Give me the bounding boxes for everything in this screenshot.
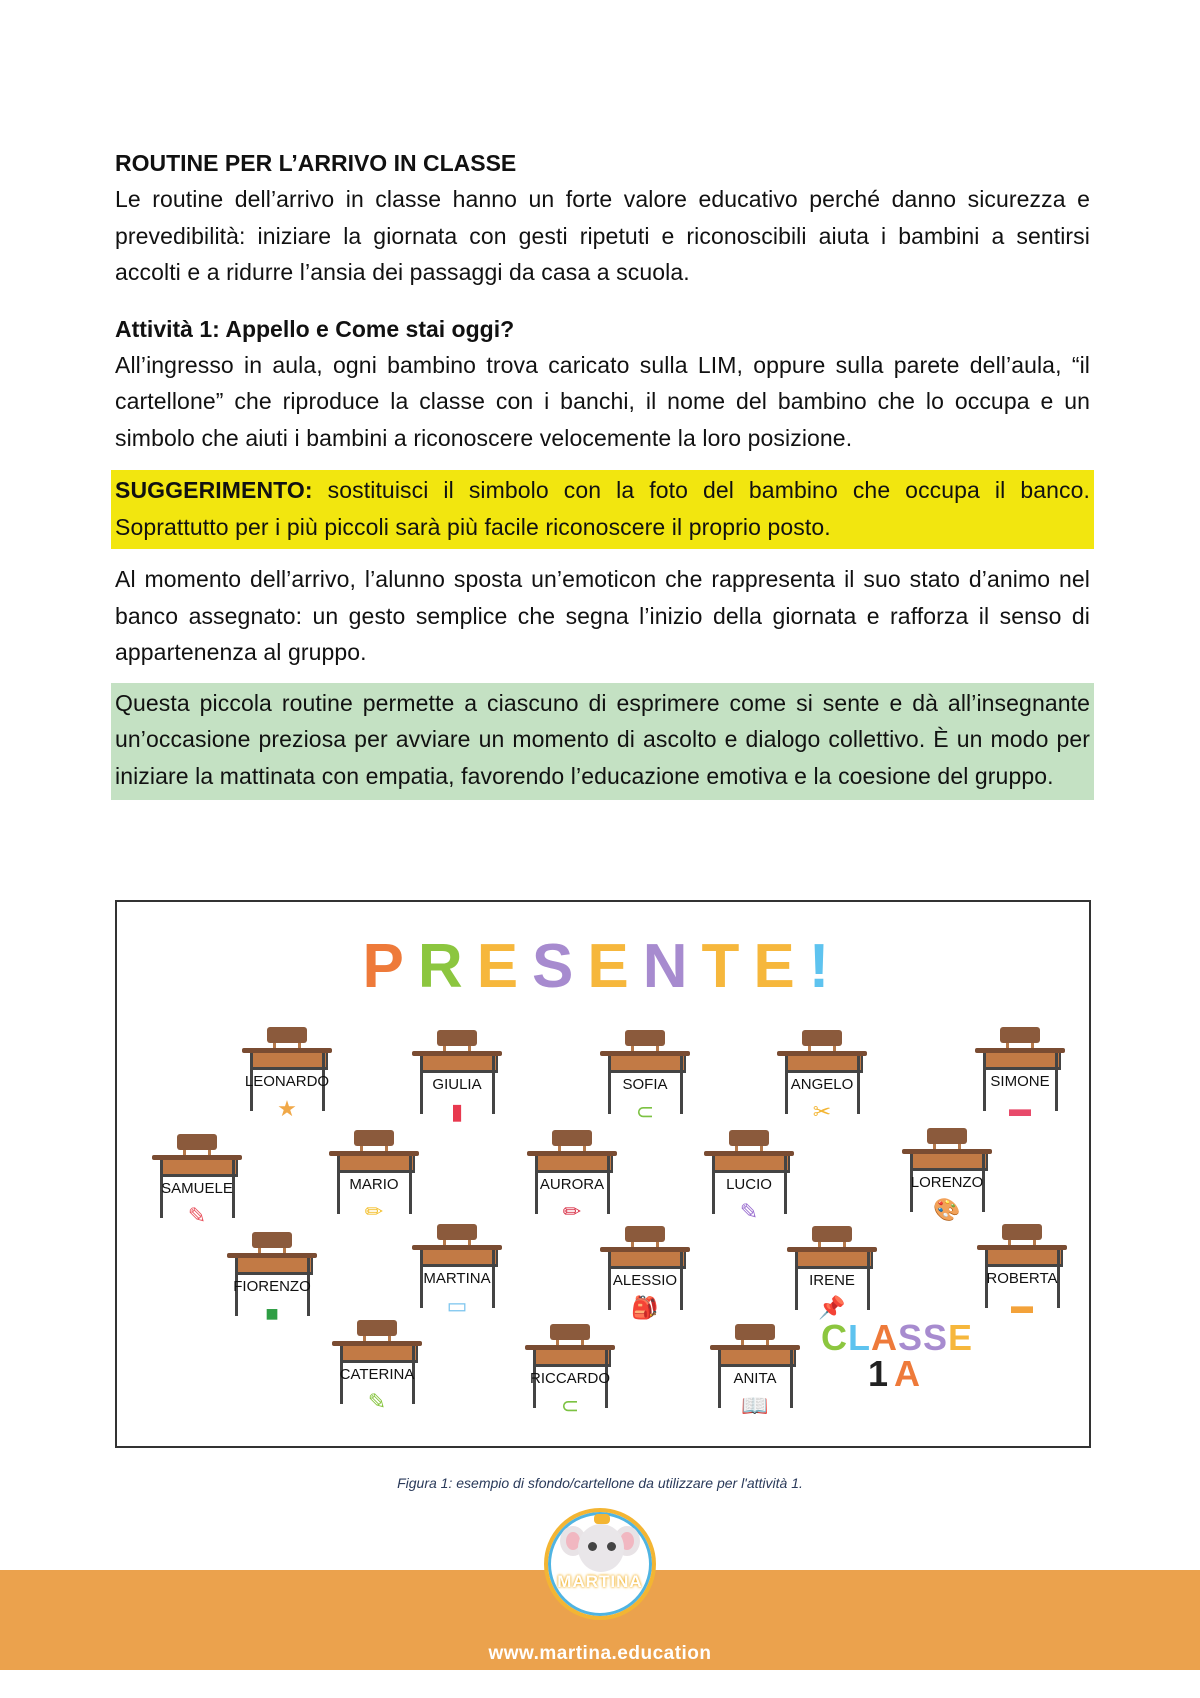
presente-title [117, 932, 1089, 1002]
student-name: ROBERTA [986, 1270, 1058, 1287]
student-name: SIMONE [990, 1073, 1050, 1090]
ruler-icon: ▬ [1011, 1293, 1033, 1318]
sharpener-icon: ■ [265, 1301, 279, 1326]
desk-anita[interactable] [705, 1324, 805, 1436]
pencil-case-icon: ★ [277, 1096, 297, 1121]
backpack-icon: 🎒 [631, 1295, 659, 1320]
desk-drawer-icon [420, 1056, 498, 1073]
title-letter: L [847, 1317, 871, 1358]
chair-icon [437, 1224, 477, 1240]
title-letter: A [870, 1317, 898, 1358]
pushpin-icon: 📌 [818, 1295, 846, 1320]
pencil-cup-icon: ✎ [187, 1203, 207, 1228]
highlighter-icon: ✎ [367, 1389, 387, 1414]
desk-fiorenzo[interactable] [222, 1232, 322, 1344]
student-name: LUCIO [726, 1176, 772, 1193]
chair-icon [267, 1027, 307, 1043]
chair-icon [177, 1134, 217, 1150]
title-letter: S [532, 932, 588, 1001]
martina-logo [544, 1508, 656, 1620]
title-letter: ! [808, 932, 844, 1001]
desk-drawer-icon [795, 1252, 873, 1269]
highlight-box [111, 683, 1094, 801]
chair-icon [625, 1226, 665, 1242]
desk-drawer-icon [910, 1154, 988, 1171]
title-letter: E [476, 932, 533, 1001]
scissors-icon: ✂ [812, 1099, 832, 1124]
title-letter: E [948, 1317, 974, 1358]
tip-box [111, 470, 1094, 549]
desk-drawer-icon [235, 1258, 313, 1275]
class-label-number [817, 1353, 977, 1394]
desk-roberta[interactable] [972, 1224, 1072, 1336]
title-letter: 1 [867, 1353, 895, 1394]
crayon-icon: ✏ [562, 1199, 582, 1224]
student-name: CATERINA [339, 1366, 415, 1383]
tip-paragraph [115, 472, 1090, 545]
class-label [817, 1317, 977, 1394]
chair-icon [552, 1130, 592, 1146]
section-title: ROUTINE PER L’ARRIVO IN CLASSE [115, 150, 517, 176]
chair-icon [802, 1030, 842, 1046]
activity-title: Attività 1: Appello e Come stai oggi? [115, 315, 515, 342]
palette-icon: 🎨 [933, 1197, 961, 1222]
desk-drawer-icon [785, 1056, 863, 1073]
chair-icon [735, 1324, 775, 1340]
student-name: SAMUELE [161, 1180, 233, 1197]
desk-drawer-icon [608, 1252, 686, 1269]
student-name: ALESSIO [612, 1272, 678, 1289]
tip-label: SUGGERIMENTO: [115, 477, 313, 503]
student-name: IRENE [809, 1272, 855, 1289]
document-body [115, 145, 1090, 800]
desk-alessio[interactable] [595, 1226, 695, 1338]
desk-drawer-icon [608, 1056, 686, 1073]
pencil-icon: ✏ [364, 1199, 384, 1224]
title-letter: E [587, 932, 643, 1001]
figure-caption: Figura 1: esempio di sfondo/cartellone da utilizzare per l'attività 1. [397, 1475, 803, 1491]
open-book-icon: 📖 [741, 1393, 769, 1418]
student-name: MARTINA [423, 1270, 491, 1287]
desk-drawer-icon [718, 1350, 796, 1367]
desk-drawer-icon [250, 1053, 328, 1070]
logo-text: MARTINA [557, 1572, 643, 1591]
sticker-icon: ▭ [446, 1293, 468, 1318]
elephant-face-icon [578, 1524, 624, 1572]
marker-icon: ✎ [739, 1199, 759, 1224]
title-letter: S [922, 1317, 948, 1358]
title-letter: R [417, 932, 477, 1001]
student-name: LORENZO [910, 1174, 984, 1191]
desk-leonardo[interactable] [237, 1027, 337, 1139]
highlight-paragraph: Questa piccola routine permette a ciascuno di esprimere come si sente e dà all’insegnante un’occasione preziosa per avviare un momento di ascolto e dialogo collettivo. È un modo per iniziare la mattinata con empatia, favorendo l’educazione emotiva e la coesione del gruppo. [115, 689, 1090, 789]
student-name: SOFIA [622, 1076, 668, 1093]
title-letter: N [642, 932, 702, 1001]
chair-icon [1000, 1027, 1040, 1043]
student-name: ANGELO [790, 1076, 854, 1093]
paperclip-icon: ⊂ [560, 1393, 580, 1418]
intro-paragraph: Le routine dell’arrivo in classe hanno un forte valore educativo perché danno sicurezza e prevedibilità: iniziare la giornata con gesti ripetuti e riconoscibili aiuta i bambini a sentirsi accolti e a ridurre l’ansia dei passaggi da casa a scuola. [115, 186, 1090, 285]
title-letter: A [894, 1353, 927, 1394]
title-letter: C [820, 1317, 848, 1358]
chair-icon [252, 1232, 292, 1248]
class-label-word [817, 1317, 977, 1358]
elephant-eye-icon [607, 1542, 616, 1551]
tip-text: sostituisci il simbolo con la foto del bambino che occupa il banco. Soprattutto per i più piccoli sarà più facile riconoscere il proprio posto. [115, 477, 1090, 540]
elephant-eye-icon [588, 1542, 597, 1551]
student-name: AURORA [539, 1176, 605, 1193]
chair-icon [550, 1324, 590, 1340]
desk-drawer-icon [985, 1250, 1063, 1267]
eraser-icon: ▬ [1009, 1096, 1031, 1121]
desk-simone[interactable] [970, 1027, 1070, 1139]
student-name: GIULIA [432, 1076, 482, 1093]
chair-icon [437, 1030, 477, 1046]
student-name: LEONARDO [244, 1073, 330, 1090]
desk-drawer-icon [533, 1350, 611, 1367]
student-name: MARIO [349, 1176, 399, 1193]
activity-paragraph: All’ingresso in aula, ogni bambino trova caricato sulla LIM, oppure sulla parete dell’aula, “il cartellone” che riproduce la classe con i banchi, il nome del bambino che lo occupa e un simbolo che aiuti i bambini a riconoscere velocemente la loro posizione. [115, 351, 1090, 451]
desk-samuele[interactable] [147, 1134, 247, 1246]
title-letter: T [701, 932, 754, 1001]
title-letter: E [753, 932, 809, 1001]
classroom-poster-figure [115, 900, 1091, 1448]
desk-drawer-icon [160, 1160, 238, 1177]
desk-caterina[interactable] [327, 1320, 427, 1432]
chair-icon [357, 1320, 397, 1336]
notebook-icon: ▮ [450, 1099, 464, 1124]
chair-icon [625, 1030, 665, 1046]
website-url[interactable]: www.martina.education [488, 1643, 712, 1664]
desk-drawer-icon [712, 1156, 790, 1173]
desk-drawer-icon [420, 1250, 498, 1267]
student-name: FIORENZO [233, 1278, 311, 1295]
desk-drawer-icon [535, 1156, 613, 1173]
bow-icon [594, 1514, 610, 1524]
paperclip-icon: ⊂ [635, 1099, 655, 1124]
student-name: RICCARDO [529, 1370, 610, 1387]
student-name: ANITA [733, 1370, 777, 1387]
chair-icon [354, 1130, 394, 1146]
desk-giulia[interactable] [407, 1030, 507, 1142]
chair-icon [729, 1130, 769, 1146]
arrival-paragraph: Al momento dell’arrivo, l’alunno sposta un’emoticon che rappresenta il suo stato d’animo nel banco assegnato: un gesto semplice che segna l’inizio della giornata e rafforza il senso di appartenenza al gruppo. [115, 566, 1090, 665]
desk-drawer-icon [340, 1346, 418, 1363]
title-letter: S [897, 1317, 923, 1358]
desk-sofia[interactable] [595, 1030, 695, 1142]
desk-riccardo[interactable] [520, 1324, 620, 1436]
desk-drawer-icon [337, 1156, 415, 1173]
chair-icon [1002, 1224, 1042, 1240]
title-letter: P [362, 932, 418, 1001]
desk-angelo[interactable] [772, 1030, 872, 1142]
desk-drawer-icon [983, 1053, 1061, 1070]
chair-icon [812, 1226, 852, 1242]
chair-icon [927, 1128, 967, 1144]
